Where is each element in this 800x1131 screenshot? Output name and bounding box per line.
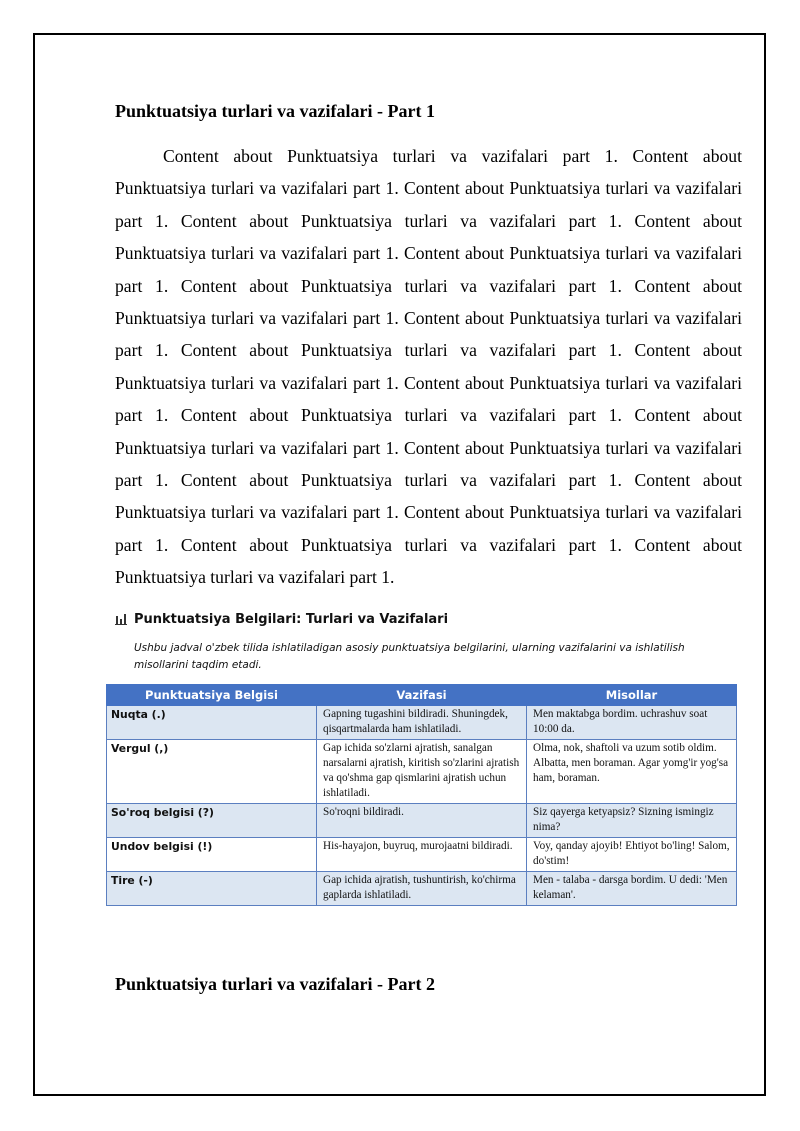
table-title: Punktuatsiya Belgilari: Turlari va Vazifalari xyxy=(134,612,449,627)
cell-function: Gap ichida so'zlarni ajratish, sanalgan narsalarni ajratish, kiritish so'zlarini ajratish va qo'shma gap qismlarini ajratish uchun ishlatiladi. xyxy=(317,740,527,804)
table-row xyxy=(107,740,737,804)
cell-function: Gapning tugashini bildiradi. Shuningdek, qisqartmalarda ham ishlatiladi. xyxy=(317,706,527,740)
cell-mark: Nuqta (.) xyxy=(107,706,317,740)
table-description: Ushbu jadval o'zbek tilida ishlatiladigan asosiy punktuatsiya belgilarini, ularning vazifalarini va ishlatilish misollarini taqdim etadi. xyxy=(134,642,685,671)
table-row xyxy=(107,804,737,838)
cell-example: Olma, nok, shaftoli va uzum sotib oldim. Albatta, men boraman. Agar yomg'ir yog'sa ham, boraman. xyxy=(527,740,737,804)
section-heading-part-1: Punktuatsiya turlari va vazifalari - Part 1 xyxy=(115,101,435,121)
section-paragraph-part-1: Content about Punktuatsiya turlari va vazifalari part 1. Content about Punktuatsiya turlari va vazifalari part 1. Content about Punktuatsiya turlari va vazifalari part 1. Content about Punktuatsiya turlari va vazifalari part 1. Content about Punktuatsiya turlari va vazifalari part 1. Content about Punktuatsiya turlari va vazifalari part 1. Content about Punktuatsiya turlari va vazifalari part 1. Content about Punktuatsiya turlari va vazifalari part 1. Content about Punktuatsiya turlari va vazifalari part 1. Content about Punktuatsiya turlari va vazifalari part 1. Content about Punktuatsiya turlari va vazifalari part 1. Content about Punktuatsiya turlari va vazifalari part 1. Content about Punktuatsiya turlari va vazifalari part 1. Content about Punktuatsiya turlari va vazifalari part 1. Content about Punktuatsiya turlari va vazifalari part 1. Content about Punktuatsiya turlari va vazifalari part 1. Content about Punktuatsiya turlari va vazifalari part 1. Content about Punktuatsiya turlari va vazifalari part 1. Content about Punktuatsiya turlari va vazifalari part 1. Content about Punktuatsiya turlari va vazifalari part 1. xyxy=(115,146,742,588)
cell-example: Voy, qanday ajoyib! Ehtiyot bo'ling! Salom, do'stim! xyxy=(527,838,737,872)
table-caption xyxy=(115,612,448,627)
column-header-function: Vazifasi xyxy=(317,685,527,706)
column-header-examples: Misollar xyxy=(527,685,737,706)
cell-example: Men - talaba - darsga bordim. U dedi: 'Men kelaman'. xyxy=(527,872,737,906)
cell-example: Men maktabga bordim. uchrashuv soat 10:00 da. xyxy=(527,706,737,740)
section-heading-part-2: Punktuatsiya turlari va vazifalari - Part 2 xyxy=(115,974,435,994)
cell-mark: Undov belgisi (!) xyxy=(107,838,317,872)
cell-mark: So'roq belgisi (?) xyxy=(107,804,317,838)
cell-function: Gap ichida ajratish, tushuntirish, ko'chirma gaplarda ishlatiladi. xyxy=(317,872,527,906)
punctuation-table xyxy=(106,684,737,906)
table-row xyxy=(107,872,737,906)
cell-function: So'roqni bildiradi. xyxy=(317,804,527,838)
table-header-row xyxy=(107,685,737,706)
cell-example: Siz qayerga ketyapsiz? Sizning ismingiz nima? xyxy=(527,804,737,838)
column-header-mark: Punktuatsiya Belgisi xyxy=(107,685,317,706)
bar-chart-icon xyxy=(115,614,127,625)
table-row xyxy=(107,706,737,740)
cell-mark: Vergul (,) xyxy=(107,740,317,804)
cell-mark: Tire (-) xyxy=(107,872,317,906)
cell-function: His-hayajon, buyruq, murojaatni bildiradi. xyxy=(317,838,527,872)
table-row xyxy=(107,838,737,872)
